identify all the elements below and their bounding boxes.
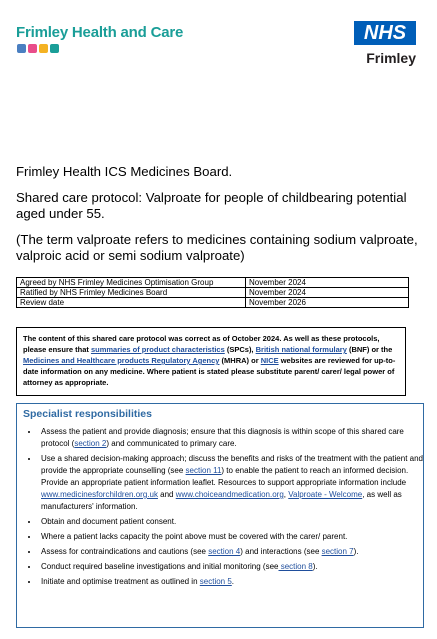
people-icon: [17, 44, 26, 53]
table-row: [17, 278, 409, 288]
approval-date: November 2026: [246, 298, 409, 308]
valproate-welcome-link[interactable]: Valproate - Welcome: [288, 490, 363, 499]
approval-label: Ratified by NHS Frimley Medicines Board: [17, 288, 246, 298]
table-row: [17, 288, 409, 298]
section-4-link[interactable]: section 4: [208, 547, 241, 556]
item-text: Assess the patient and provide diagnosis; ensure that this diagnosis is within scope of this shared care protocol (: [41, 427, 404, 448]
section-2-link[interactable]: section 2: [74, 439, 107, 448]
care-icon: [39, 44, 48, 53]
bnf-link[interactable]: British national formulary: [255, 345, 347, 354]
intro-section: [16, 164, 426, 274]
item-text: ) and interactions (see: [240, 547, 322, 556]
item-text: and: [157, 490, 176, 499]
section-11-link[interactable]: section 11: [185, 466, 222, 475]
notice-text: (MHRA) or: [219, 356, 261, 365]
table-row: [17, 298, 409, 308]
list-item: [39, 576, 423, 588]
specialist-responsibilities: [16, 403, 424, 628]
list-item: [39, 453, 423, 513]
item-text: .: [231, 577, 235, 586]
term-note: (The term valproate refers to medicines containing sodium valproate, valproic acid or semi sodium valproate): [16, 232, 418, 263]
approval-label: Agreed by NHS Frimley Medicines Optimisation Group: [17, 278, 246, 288]
board-name: Frimley Health ICS Medicines Board.: [16, 164, 233, 179]
item-text: Conduct required baseline investigations and initial monitoring (see: [41, 562, 279, 571]
medicinesforchildren-link[interactable]: www.medicinesforchildren.org.uk: [41, 490, 158, 499]
approval-date: November 2024: [246, 278, 409, 288]
item-text: ).: [353, 547, 359, 556]
notice-text: (SPCs),: [224, 345, 256, 354]
list-item: [39, 426, 423, 450]
list-item: [39, 546, 423, 558]
item-text: Assess for contraindications and cautions (see: [41, 547, 209, 556]
nhs-logo-text: NHS: [363, 22, 407, 44]
responsibility-list: [23, 426, 423, 591]
choiceandmedication-link[interactable]: www.choiceandmedication.org: [175, 490, 284, 499]
item-text: ,: [283, 490, 289, 499]
section-5-link[interactable]: section 5: [199, 577, 232, 586]
protocol-title: Shared care protocol: Valproate for people of childbearing potential aged under 55.: [16, 190, 407, 221]
notice-text: The content of this shared care protocol was correct as of October 2024. As well as these protocols, please ensure that: [23, 334, 380, 354]
approval-date: November 2024: [246, 288, 409, 298]
approval-table: [16, 277, 409, 308]
list-item: • Where a patient lacks capacity the point above must be covered with the carer/ parent.: [39, 531, 423, 543]
page-header: [0, 0, 437, 80]
section-heading: Specialist responsibilities: [23, 408, 152, 420]
notice-text: (BNF) or the: [346, 345, 393, 354]
notice-text: websites are reviewed for up-to-date information on any medicine. Where patient is stated please substitute parent/ carer/ legal power of attorney as appropriate.: [23, 356, 396, 387]
nhs-org-name: Frimley: [366, 50, 416, 66]
section-7-link[interactable]: section 7: [321, 547, 354, 556]
approval-label: Review date: [17, 298, 246, 308]
org-logo-text: Frimley Health and Care: [16, 24, 184, 41]
item-text: , as well as manufacturers' information.: [41, 490, 402, 511]
item-text: Use a shared decision-making approach; discuss the benefits and risks of the treatment with the patient and provide the appropriate counselling (see: [41, 454, 423, 475]
heart-icon: [28, 44, 37, 53]
item-text: ).: [312, 562, 318, 571]
mhra-link[interactable]: Medicines and Healthcare products Regulatory Agency: [23, 356, 220, 365]
item-text: ) and communicated to primary care.: [106, 439, 237, 448]
nhs-logo: [354, 21, 416, 45]
item-text: ) to enable the patient to reach an informed decision. Provide an appropriate patient information leaflet. Resources to support appropriate information include: [41, 466, 409, 487]
org-logo-icons: [17, 44, 59, 53]
section-8-link[interactable]: section 8: [278, 562, 313, 571]
list-item: • Obtain and document patient consent.: [39, 516, 423, 528]
spc-link[interactable]: summaries of product characteristics: [90, 345, 225, 354]
item-text: Initiate and optimise treatment as outlined in: [41, 577, 200, 586]
content-notice: [16, 327, 406, 396]
nice-link[interactable]: NICE: [260, 356, 279, 365]
health-icon: [50, 44, 59, 53]
list-item: [39, 561, 423, 573]
